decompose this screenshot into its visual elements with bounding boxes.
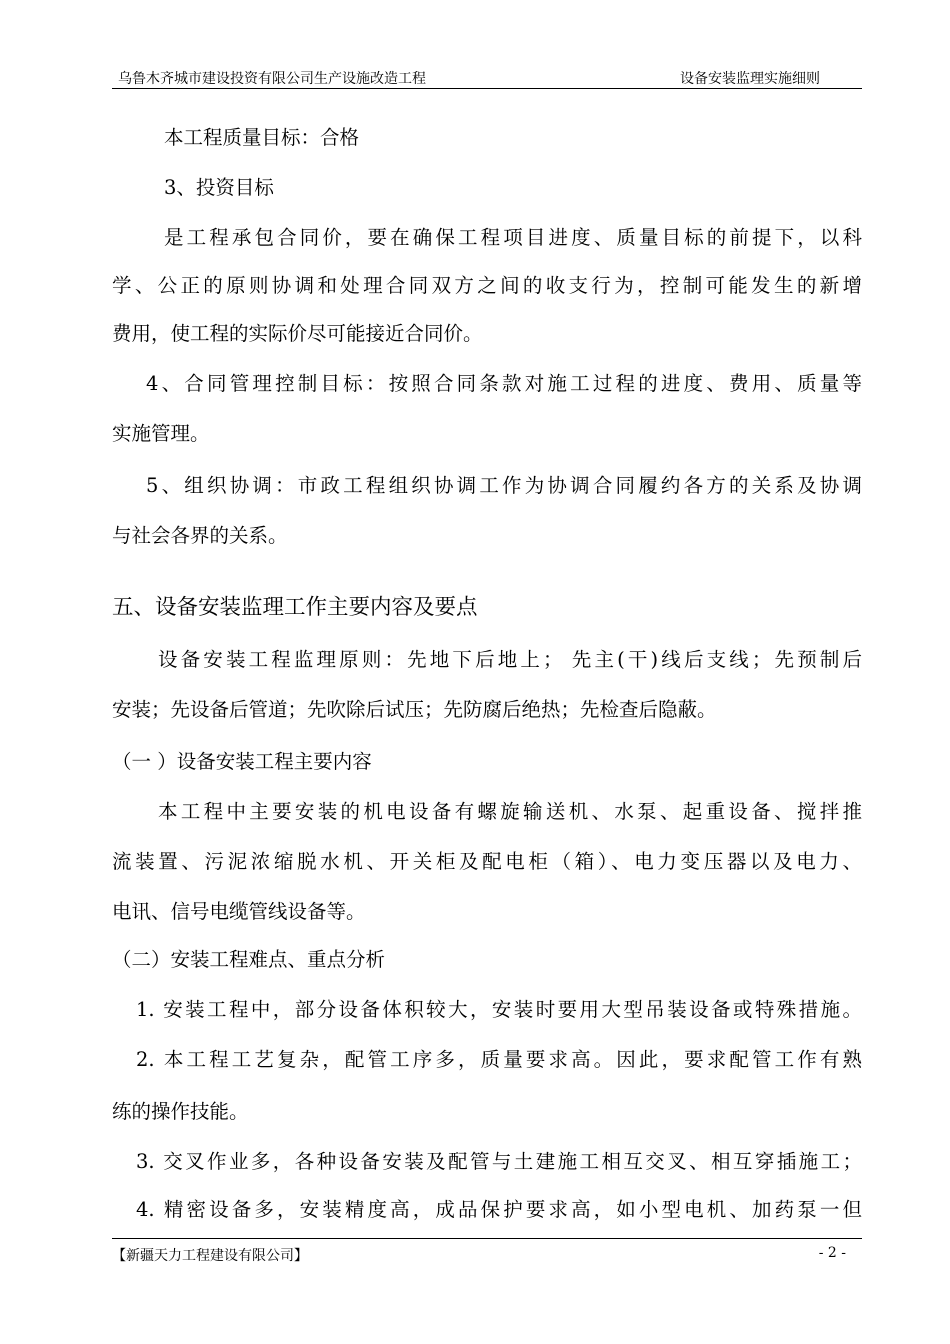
- paragraph-line: 与社会各界的关系。: [112, 524, 288, 547]
- paragraph-line: 设备安装工程监理原则：先地下后地上； 先主(干)线后支线；先预制后: [158, 648, 862, 671]
- header-project-title: 乌鲁木齐城市建设投资有限公司生产设施改造工程: [118, 71, 426, 87]
- subsection-heading: （二）安装工程难点、重点分析: [112, 948, 386, 971]
- paragraph-line: 练的操作技能。: [112, 1100, 249, 1123]
- paragraph-line: 费用，使工程的实际价尽可能接近合同价。: [112, 322, 483, 345]
- paragraph-line: 学、公正的原则协调和处理合同双方之间的收支行为，控制可能发生的新增: [112, 274, 862, 297]
- header-document-title: 设备安装监理实施细则: [680, 71, 820, 87]
- paragraph-line: 本工程质量目标：合格: [164, 126, 360, 149]
- paragraph-line: 是工程承包合同价，要在确保工程项目进度、质量目标的前提下，以科: [164, 226, 862, 249]
- list-item: 4. 精密设备多，安装精度高，成品保护要求高，如小型电机、加药泵一但: [136, 1198, 862, 1221]
- paragraph-line: 本工程中主要安装的机电设备有螺旋输送机、水泵、起重设备、搅拌推: [158, 800, 862, 823]
- paragraph-line: 实施管理。: [112, 422, 210, 445]
- paragraph-line: 安装；先设备后管道；先吹除后试压；先防腐后绝热；先检查后隐蔽。: [112, 698, 717, 721]
- section-heading: 3、投资目标: [164, 176, 274, 199]
- page-header: [112, 66, 862, 89]
- paragraph-line: 5、组织协调：市政工程组织协调工作为协调合同履约各方的关系及协调: [146, 474, 862, 497]
- paragraph-line: 电讯、信号电缆管线设备等。: [112, 900, 366, 923]
- subsection-heading: （一 ）设备安装工程主要内容: [112, 750, 372, 773]
- list-item: 2. 本工程工艺复杂，配管工序多，质量要求高。因此，要求配管工作有熟: [136, 1048, 862, 1071]
- page-number: - 2 -: [818, 1245, 846, 1261]
- list-item: 1. 安装工程中，部分设备体积较大，安装时要用大型吊装设备或特殊措施。: [136, 998, 862, 1021]
- paragraph-line: 流装置、污泥浓缩脱水机、开关柜及配电柜（箱）、电力变压器以及电力、: [112, 850, 862, 873]
- page-footer: [112, 1238, 862, 1269]
- paragraph-line: 4、合同管理控制目标：按照合同条款对施工过程的进度、费用、质量等: [146, 372, 862, 395]
- chapter-heading: 五、设备安装监理工作主要内容及要点: [112, 595, 478, 620]
- list-item: 3. 交叉作业多，各种设备安装及配管与土建施工相互交叉、相互穿插施工；: [136, 1150, 862, 1173]
- footer-company: 【新疆天力工程建设有限公司】: [112, 1248, 308, 1264]
